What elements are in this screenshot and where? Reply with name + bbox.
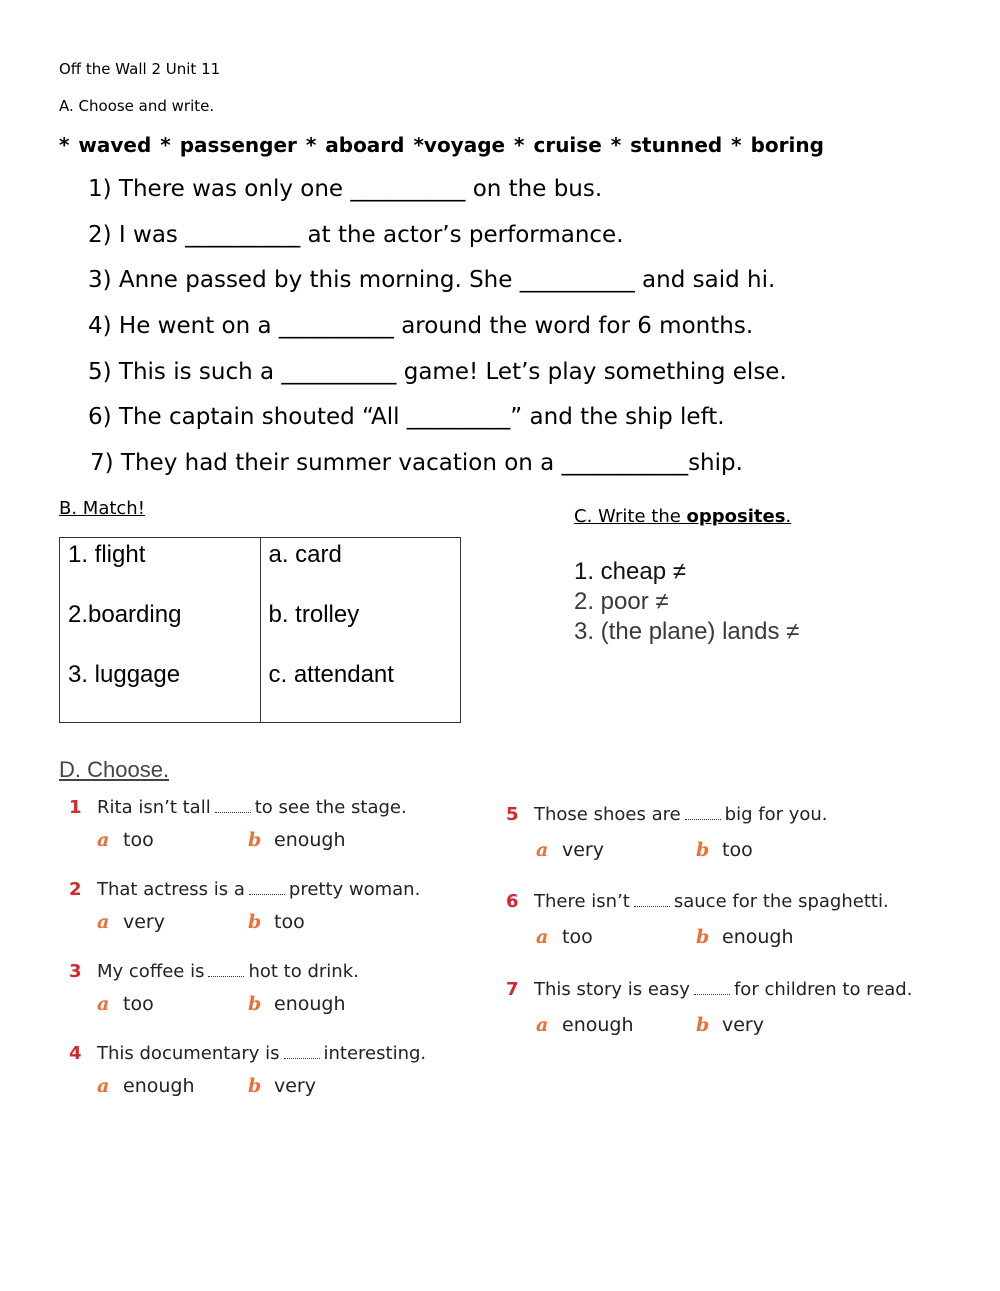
match-right-item: b. trolley — [268, 601, 360, 628]
option-text: too — [123, 829, 154, 851]
match-left-item: 2.boarding — [68, 601, 182, 628]
match-left-item: 1. flight — [68, 541, 146, 568]
option-a[interactable] — [536, 926, 593, 948]
section-b-title: B. Match! — [59, 498, 145, 519]
option-text: too — [123, 993, 154, 1015]
answer-blank[interactable] — [694, 994, 730, 995]
option-a[interactable] — [97, 829, 154, 851]
question-text-after: hot to drink. — [248, 961, 359, 982]
option-a[interactable] — [97, 1075, 195, 1097]
option-letter-a: a — [536, 839, 549, 861]
question-text-after: for children to read. — [733, 979, 913, 1000]
option-text: too — [274, 911, 305, 933]
option-text: very — [274, 1075, 316, 1097]
section-d-title: D. Choose. — [59, 757, 170, 782]
match-left-column — [60, 538, 261, 723]
option-letter-a: a — [536, 926, 549, 948]
section-c-title — [574, 506, 791, 527]
question-1 — [69, 797, 407, 818]
option-b[interactable] — [696, 926, 794, 948]
section-c-title-suffix: . — [785, 506, 792, 527]
question-number: 3 — [69, 961, 82, 982]
question-6 — [506, 891, 889, 912]
question-number: 1 — [69, 797, 82, 818]
question-text-after: interesting. — [323, 1043, 427, 1064]
option-text: enough — [274, 829, 346, 851]
option-text: too — [722, 839, 753, 861]
word-bank: * waved * passenger * aboard *voyage * cruise * stunned * boring — [59, 133, 824, 157]
opposite-item: 3. (the plane) lands ≠ — [574, 618, 800, 645]
answer-blank[interactable] — [208, 976, 244, 977]
question-text-after: sauce for the spaghetti. — [673, 891, 889, 912]
option-a[interactable] — [536, 1014, 634, 1036]
option-b[interactable] — [248, 1075, 316, 1097]
option-text: enough — [123, 1075, 195, 1097]
question-number: 5 — [506, 804, 519, 825]
option-a[interactable] — [97, 993, 154, 1015]
option-letter-a: a — [97, 911, 110, 933]
option-letter-a: a — [536, 1014, 549, 1036]
answer-blank[interactable] — [685, 819, 721, 820]
option-b[interactable] — [248, 911, 305, 933]
question-text-before: Rita isn’t tall — [97, 797, 211, 818]
question-text-before: My coffee is — [97, 961, 205, 982]
question-7 — [506, 979, 912, 1000]
option-b[interactable] — [696, 839, 753, 861]
question-5 — [506, 804, 828, 825]
sentence-7: 7) They had their summer vacation on a ___________ship. — [90, 450, 743, 476]
question-number: 6 — [506, 891, 519, 912]
option-letter-b: b — [248, 829, 262, 851]
section-c-title-prefix: C. Write the — [574, 506, 687, 527]
sentence-3: 3) Anne passed by this morning. She __________ and said hi. — [88, 267, 776, 293]
option-letter-b: b — [696, 839, 710, 861]
option-letter-a: a — [97, 829, 110, 851]
question-number: 2 — [69, 879, 82, 900]
question-text-after: to see the stage. — [254, 797, 407, 818]
sentence-6: 6) The captain shouted “All _________” and the ship left. — [88, 404, 725, 430]
opposites-list — [574, 557, 799, 647]
answer-blank[interactable] — [634, 906, 670, 907]
question-4 — [69, 1043, 426, 1064]
option-a[interactable] — [536, 839, 604, 861]
opposite-item: 2. poor ≠ — [574, 588, 669, 615]
match-right-column — [260, 538, 461, 723]
match-right-item: c. attendant — [268, 661, 394, 688]
match-right-item: a. card — [268, 541, 342, 568]
option-letter-b: b — [696, 926, 710, 948]
question-text-after: pretty woman. — [288, 879, 421, 900]
match-left-item: 3. luggage — [68, 661, 181, 688]
option-text: very — [562, 839, 604, 861]
question-number: 4 — [69, 1043, 82, 1064]
option-letter-a: a — [97, 993, 110, 1015]
question-2 — [69, 879, 420, 900]
match-table — [59, 537, 461, 723]
option-text: very — [123, 911, 165, 933]
document-title: Off the Wall 2 Unit 11 — [59, 60, 221, 78]
option-b[interactable] — [696, 1014, 764, 1036]
option-letter-b: b — [248, 911, 262, 933]
question-text-before: That actress is a — [97, 879, 245, 900]
question-3 — [69, 961, 359, 982]
option-b[interactable] — [248, 829, 346, 851]
option-text: too — [562, 926, 593, 948]
option-a[interactable] — [97, 911, 165, 933]
section-c-title-bold: opposites — [686, 506, 786, 527]
question-number: 7 — [506, 979, 519, 1000]
opposite-item: 1. cheap ≠ — [574, 558, 686, 585]
option-text: enough — [274, 993, 346, 1015]
question-text-before: This documentary is — [97, 1043, 280, 1064]
sentence-4: 4) He went on a __________ around the word for 6 months. — [88, 313, 754, 339]
answer-blank[interactable] — [249, 894, 285, 895]
question-text-after: big for you. — [724, 804, 828, 825]
sentence-1: 1) There was only one __________ on the bus. — [88, 176, 603, 202]
option-text: enough — [562, 1014, 634, 1036]
answer-blank[interactable] — [215, 812, 251, 813]
option-b[interactable] — [248, 993, 346, 1015]
option-letter-b: b — [248, 993, 262, 1015]
question-text-before: There isn’t — [534, 891, 630, 912]
option-letter-b: b — [248, 1075, 262, 1097]
question-text-before: This story is easy — [534, 979, 690, 1000]
option-text: very — [722, 1014, 764, 1036]
option-text: enough — [722, 926, 794, 948]
option-letter-b: b — [696, 1014, 710, 1036]
answer-blank[interactable] — [284, 1058, 320, 1059]
sentence-2: 2) I was __________ at the actor’s performance. — [88, 222, 624, 248]
section-a-instruction: A. Choose and write. — [59, 97, 215, 115]
option-letter-a: a — [97, 1075, 110, 1097]
question-text-before: Those shoes are — [534, 804, 681, 825]
sentence-5: 5) This is such a __________ game! Let’s play something else. — [88, 359, 787, 385]
